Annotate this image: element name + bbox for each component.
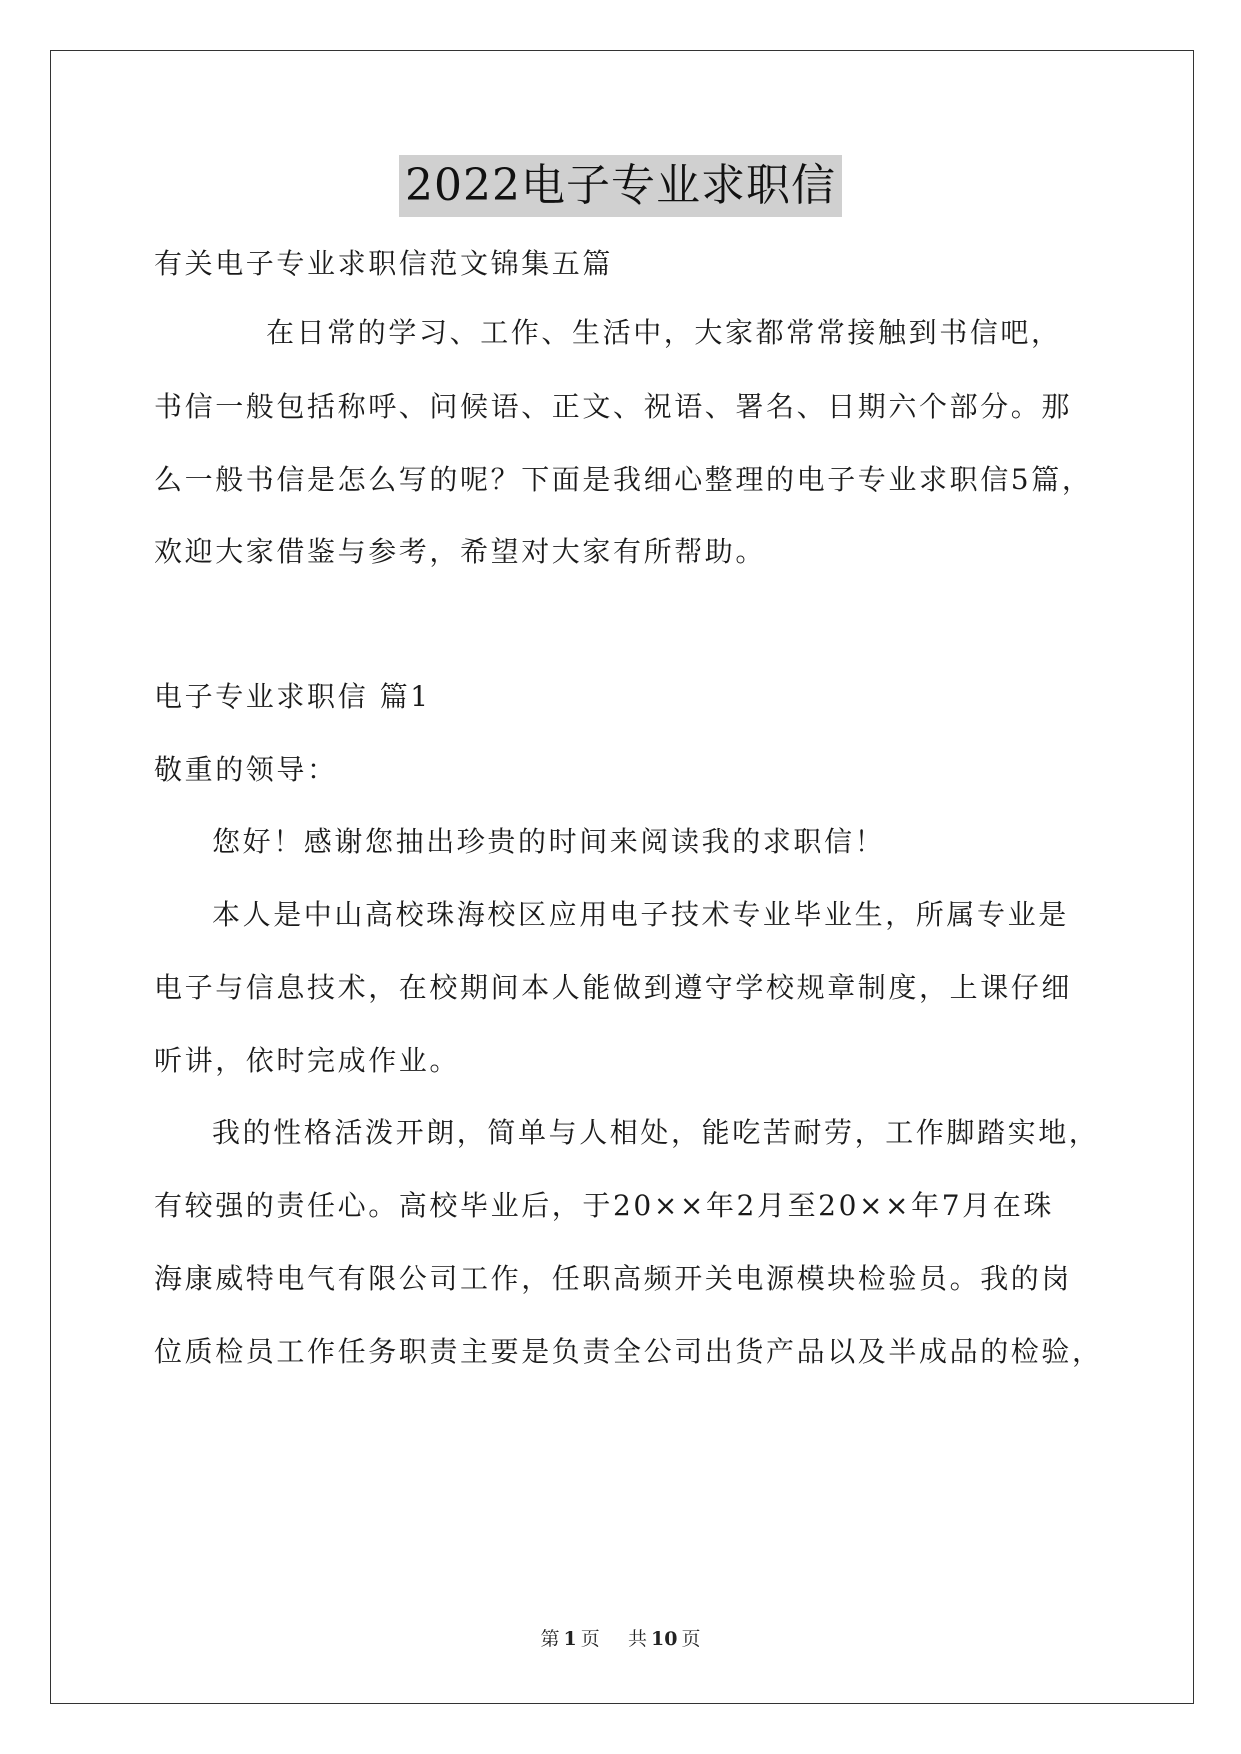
- paragraph-line: 我的性格活泼开朗，简单与人相处，能吃苦耐劳，工作脚踏实地，: [212, 1116, 1100, 1149]
- paragraph-line: 本人是中山高校珠海校区应用电子技术专业毕业生，所属专业是: [212, 898, 1069, 931]
- paragraph-line: 电子与信息技术，在校期间本人能做到遵守学校规章制度，上课仔细: [154, 971, 1073, 1004]
- footer-total-suffix: 页: [681, 1628, 701, 1650]
- paragraph-line: 位质检员工作任务职责主要是负责全公司出货产品以及半成品的检验，: [154, 1335, 1103, 1368]
- page-border: [50, 50, 1194, 1704]
- paragraph-line: 欢迎大家借鉴与参考，希望对大家有所帮助。: [154, 535, 767, 568]
- salutation: 敬重的领导：: [154, 753, 338, 786]
- paragraph-line: 听讲，依时完成作业。: [154, 1044, 461, 1077]
- paragraph-line: 书信一般包括称呼、问候语、正文、祝语、署名、日期六个部分。那: [154, 390, 1073, 423]
- document-title: 2022电子专业求职信: [399, 155, 842, 217]
- paragraph-line: 在日常的学习、工作、生活中，大家都常常接触到书信吧，: [266, 316, 1062, 349]
- paragraph-line: 么一般书信是怎么写的呢？下面是我细心整理的电子专业求职信5篇，: [154, 463, 1093, 496]
- subtitle: 有关电子专业求职信范文锦集五篇: [154, 247, 614, 280]
- footer-prefix: 第: [540, 1628, 560, 1650]
- paragraph-line: 海康威特电气有限公司工作，任职高频开关电源模块检验员。我的岗: [154, 1262, 1073, 1295]
- footer-page-suffix: 页: [580, 1628, 600, 1650]
- footer-total-prefix: 共: [627, 1628, 647, 1650]
- page-footer: [0, 1624, 1241, 1651]
- paragraph-line: 有较强的责任心。高校毕业后，于20××年2月至20××年7月在珠: [154, 1189, 1054, 1222]
- paragraph-line: 您好！感谢您抽出珍贵的时间来阅读我的求职信！: [212, 825, 886, 858]
- total-pages: 10: [650, 1628, 678, 1650]
- title-container: [0, 155, 1241, 217]
- page-number: 1: [563, 1628, 577, 1650]
- section-heading: 电子专业求职信 篇1: [154, 680, 431, 713]
